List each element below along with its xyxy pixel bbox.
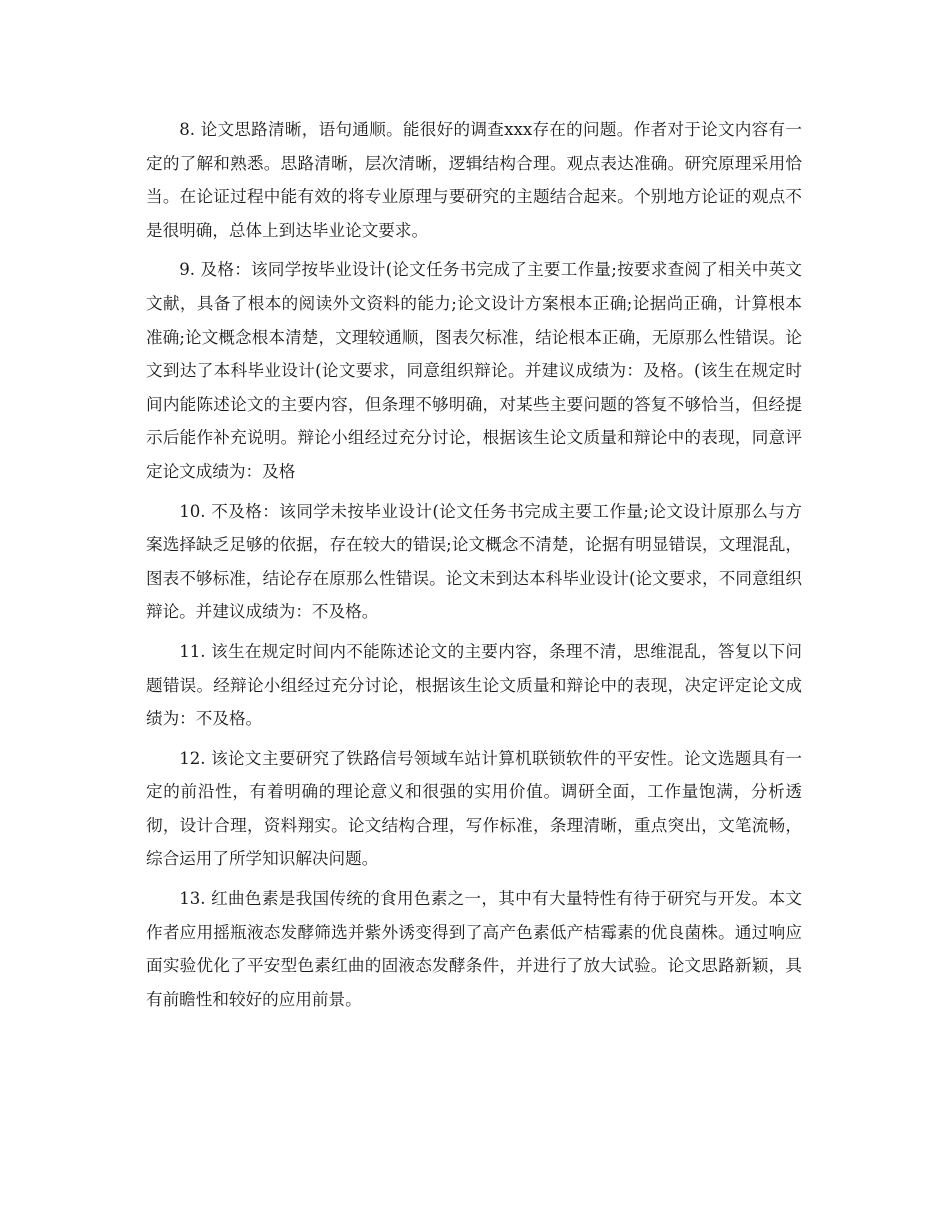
- paragraph-text: 不及格：该同学未按毕业设计(论文任务书完成主要工作量;论文设计原那么与方案选择缺乏足够的依据，存在较大的错误;论文概念不清楚，论据有明显错误，文理混乱，图表不够标准，结论存在原那么性错误。论文未到达本科毕业设计(论文要求，不同意组织辩论。并建议成绩为：不及格。: [146, 501, 803, 622]
- paragraph-number: 9.: [179, 260, 196, 280]
- paragraph-text: 红曲色素是我国传统的食用色素之一，其中有大量特性有待于研究与开发。本文作者应用摇瓶液态发酵筛选并紫外诱变得到了高产色素低产桔霉素的优良菌株。通过响应面实验优化了平安型色素红曲的固液态发酵条件，并进行了放大试验。论文思路新颖，具有前瞻性和较好的应用前景。: [146, 889, 802, 1009]
- paragraph-text: 该生在规定时间内不能陈述论文的主要内容，条理不清，思维混乱，答复以下问题错误。经辩论小组经过充分讨论，根据该生论文质量和辩论中的表现，决定评定论文成绩为：不及格。: [146, 641, 802, 729]
- paragraph-number: 13.: [179, 889, 206, 909]
- paragraph-8: [146, 113, 802, 247]
- paragraph-13: [146, 882, 802, 1016]
- paragraph-number: 8.: [179, 120, 196, 139]
- document-body: [146, 113, 802, 1022]
- paragraph-number: 11.: [179, 641, 206, 661]
- paragraph-text: 论文思路清晰，语句通顺。能很好的调查xxx存在的问题。作者对于论文内容有一定的了解和熟悉。思路清晰，层次清晰，逻辑结构合理。观点表达准确。研究原理采用恰当。在论证过程中能有效的将专业原理与要研究的主题结合起来。个别地方论证的观点不是很明确，总体上到达毕业论文要求。: [146, 120, 802, 240]
- paragraph-number: 10.: [179, 501, 206, 521]
- paragraph-9: [146, 253, 802, 488]
- paragraph-text: 该论文主要研究了铁路信号领域车站计算机联锁软件的平安性。论文选题具有一定的前沿性，有着明确的理论意义和很强的实用价值。调研全面，工作量饱满，分析透彻，设计合理，资料翔实。论文结构合理，写作标准，条理清晰，重点突出，文笔流畅，综合运用了所学知识解决问题。: [146, 748, 802, 869]
- paragraph-11: [146, 635, 802, 736]
- paragraph-12: [146, 742, 802, 876]
- paragraph-number: 12.: [179, 748, 206, 768]
- paragraph-text: 及格：该同学按毕业设计(论文任务书完成了主要工作量;按要求查阅了相关中英文文献，具备了根本的阅读外文资料的能力;论文设计方案根本正确;论据尚正确，计算根本准确;论文概念根本清楚，文理较通顺，图表欠标准，结论根本正确，无原那么性错误。论文到达了本科毕业设计(论文要求，同意组织辩论。并建议成绩为：及格。(该生在规定时间内能陈述论文的主要内容，但条理不够明确，对某些主要问题的答复不够恰当，但经提示后能作补充说明。辩论小组经过充分讨论，根据该生论文质量和辩论中的表现，同意评定论文成绩为：及格: [146, 260, 802, 481]
- paragraph-10: [146, 495, 802, 629]
